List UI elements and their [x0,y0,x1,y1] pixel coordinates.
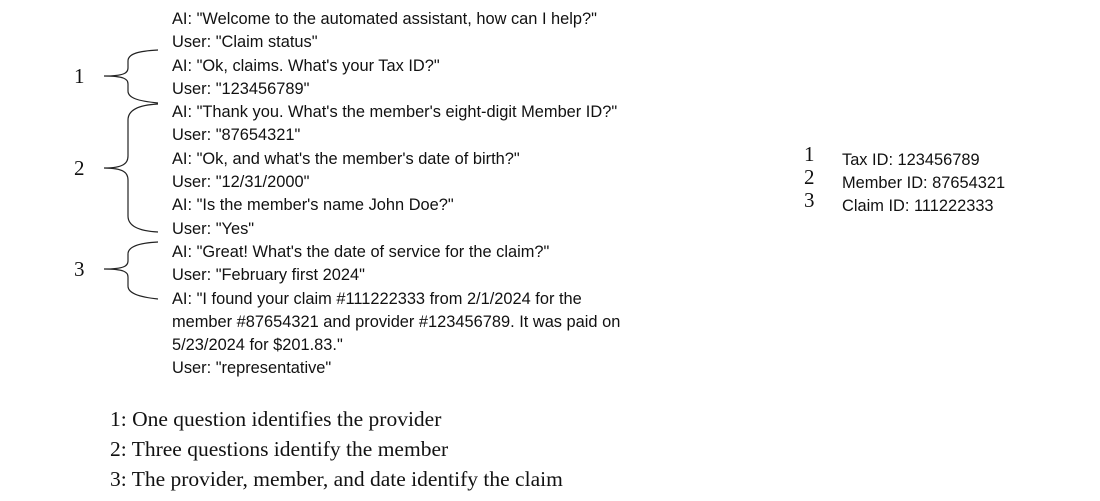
identifier-summary [804,144,1094,213]
dialog-line: AI: "Is the member's name John Doe?" [172,196,454,215]
brace-3 [104,242,158,299]
dialog-transcript [172,8,792,381]
dialog-line: AI: "I found your claim #111222333 from 2/1/2024 for the [172,289,582,308]
brace-2 [104,104,158,232]
legend-item-1: 1: One question identifies the provider [110,407,442,431]
summary-num: 3 [804,188,815,212]
summary-num: 1 [804,142,815,166]
dialog-line: User: "123456789" [172,79,310,98]
group-label-1: 1 [74,64,85,88]
dialog-line: AI: "Thank you. What's the member's eight-digit Member ID?" [172,103,618,122]
summary-row [804,190,1094,213]
dialog-line: User: "12/31/2000" [172,173,310,192]
group-label-3: 3 [74,257,85,281]
legend-item-3: 3: The provider, member, and date identify the claim [110,467,563,491]
dialog-line: AI: "Ok, claims. What's your Tax ID?" [172,56,440,75]
legend [110,404,563,494]
dialog-line: member #87654321 and provider #123456789. It was paid on [172,312,621,331]
dialog-line: 5/23/2024 for $201.83." [172,336,343,355]
summary-row [804,167,1094,190]
summary-text: Claim ID: 111222333 [842,197,994,215]
dialog-line: User: "representative" [172,359,332,378]
summary-row [804,144,1094,167]
summary-text: Tax ID: 123456789 [842,151,980,169]
summary-num: 2 [804,165,815,189]
dialog-line: User: "87654321" [172,126,301,145]
group-label-2: 2 [74,156,85,180]
dialog-line: User: "Claim status" [172,33,318,52]
legend-item-2: 2: Three questions identify the member [110,437,449,461]
summary-text: Member ID: 87654321 [842,174,1006,192]
dialog-line: AI: "Welcome to the automated assistant, how can I help?" [172,10,597,28]
dialog-line: User: "Yes" [172,219,255,238]
dialog-line: AI: "Ok, and what's the member's date of birth?" [172,149,520,168]
dialog-line: AI: "Great! What's the date of service for the claim?" [172,242,550,261]
dialog-line: User: "February first 2024" [172,266,365,285]
brace-1 [104,50,158,103]
